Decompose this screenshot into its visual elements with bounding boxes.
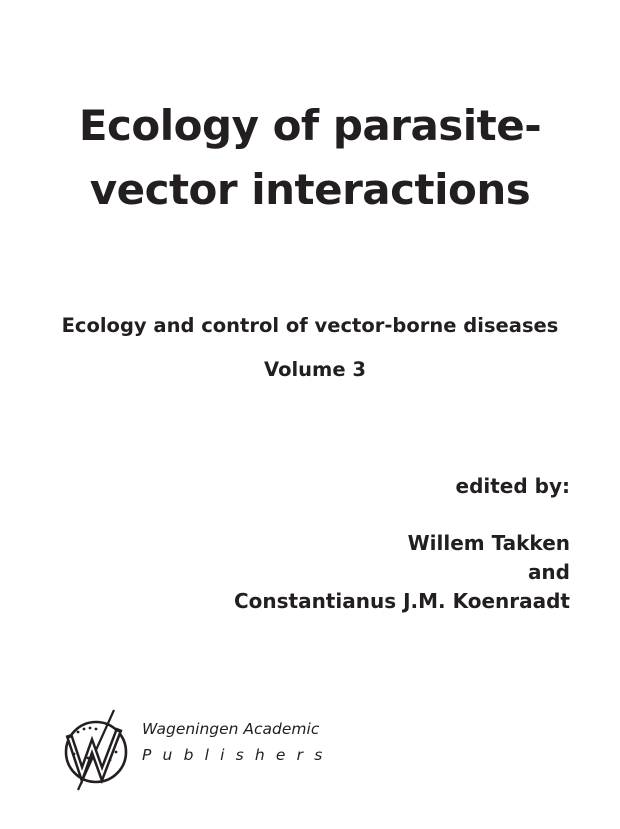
series-name: Ecology and control of vector-borne diseases bbox=[61, 314, 559, 337]
edited-by-label: edited by: bbox=[455, 474, 570, 498]
publisher-block bbox=[60, 708, 340, 798]
volume-number: Volume 3 bbox=[264, 358, 366, 381]
editor-conjunction: and bbox=[527, 560, 570, 584]
book-title-line-2: vector interactions bbox=[89, 165, 531, 214]
editor-name-1: Willem Takken bbox=[407, 531, 570, 555]
editor-name-2: Constantianus J.M. Koenraadt bbox=[233, 589, 570, 613]
publisher-name-line-2: Publishers bbox=[142, 746, 334, 764]
wageningen-logo-icon bbox=[60, 708, 136, 792]
book-title-line-1: Ecology of parasite- bbox=[78, 101, 542, 150]
book-title bbox=[0, 94, 620, 222]
editors-block bbox=[234, 472, 570, 616]
publisher-name-line-1: Wageningen Academic bbox=[142, 720, 320, 738]
